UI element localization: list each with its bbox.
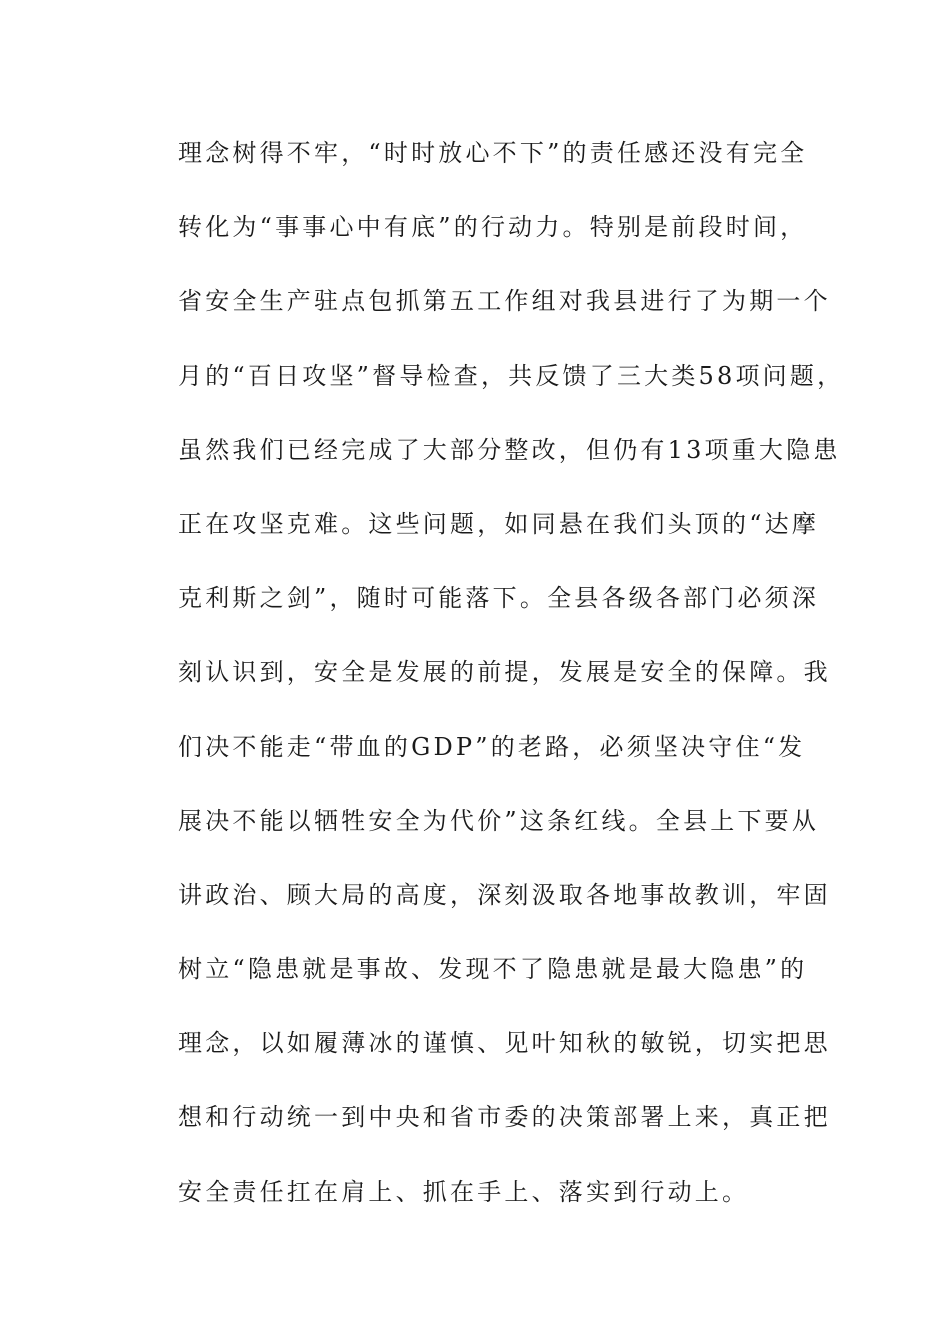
text-line: 刻认识到，安全是发展的前提，发展是安全的保障。我 — [178, 658, 831, 687]
text-line: 想和行动统一到中央和省市委的决策部署上来，真正把 — [178, 1103, 831, 1132]
text-line: 克利斯之剑”，随时可能落下。全县各级各部门必须深 — [178, 584, 820, 613]
text-line: 理念，以如履薄冰的谨慎、见叶知秋的敏锐，切实把思 — [178, 1029, 831, 1058]
text-line: 讲政治、顾大局的高度，深刻汲取各地事故教训，牢固 — [178, 880, 831, 909]
text-line: 虽然我们已经完成了大部分整改，但仍有13项重大隐患 — [178, 435, 841, 464]
text-line: 理念树得不牢，“时时放心不下”的责任感还没有完全 — [178, 139, 808, 167]
text-line: 正在攻坚克难。这些问题，如同悬在我们头顶的“达摩 — [178, 509, 820, 538]
text-line: 安全责任扛在肩上、抓在手上、落实到行动上。 — [178, 1177, 750, 1206]
text-line: 展决不能以牺牲安全为代价”这条红线。全县上下要从 — [178, 806, 820, 835]
text-line: 省安全生产驻点包抓第五工作组对我县进行了为期一个 — [178, 287, 831, 316]
text-line: 月的“百日攻坚”督导检查，共反馈了三大类58项问题， — [178, 361, 845, 390]
text-line: 树立“隐患就是事故、发现不了隐患就是最大隐患”的 — [178, 955, 808, 984]
body-text — [178, 128, 845, 1241]
text-line: 们决不能走“带血的GDP”的老路，必须坚决守住“发 — [178, 732, 806, 761]
text-line: 转化为“事事心中有底”的行动力。特别是前段时间， — [178, 213, 808, 242]
